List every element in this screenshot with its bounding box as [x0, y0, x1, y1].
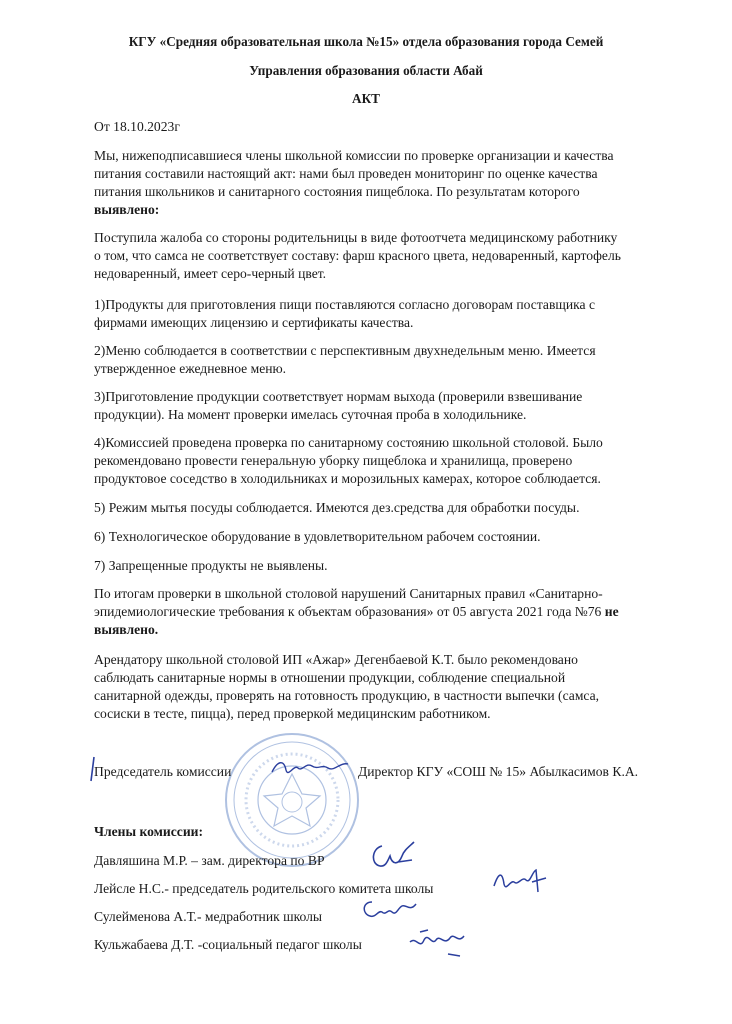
finding-line: 1)Продукты для приготовления пищи поставляются согласно договорам поставщика с: [94, 297, 595, 312]
finding-item-4: [94, 434, 660, 488]
conclusion-text: эпидемиологические требования к объектам образования» от 05 августа 2021 года №76: [94, 604, 605, 619]
document-title: АКТ: [352, 91, 380, 106]
finding-item-6: [94, 528, 660, 546]
complaint-paragraph: [94, 229, 660, 283]
finding-line: 7) Запрещенные продукты не выявлены.: [94, 558, 328, 573]
intro-paragraph: [94, 147, 660, 219]
finding-line: 2)Меню соблюдается в соответствии с перспективным двухнедельным меню. Имеется: [94, 343, 596, 358]
member-signature: [368, 838, 420, 874]
document-date: От 18.10.2023г: [94, 119, 180, 134]
member-line: Кульжабаева Д.Т. -социальный педагог школы: [94, 937, 362, 952]
finding-line: рекомендовано провести генеральную уборку пищеблока и хранилища, проверено: [94, 453, 573, 468]
finding-item-7: [94, 557, 660, 575]
finding-item-5: [94, 499, 660, 517]
intro-line: питания школьников и санитарного состояния пищеблока. По результатам которого: [94, 184, 580, 199]
conclusion-line: По итогам проверки в школьной столовой нарушений Санитарных правил «Санитарно-: [94, 586, 603, 601]
member-signature: [358, 896, 422, 926]
official-stamp: [222, 730, 362, 870]
finding-item-2: [94, 342, 660, 378]
finding-item-1: [94, 296, 660, 332]
finding-line: 6) Технологическое оборудование в удовлетворительном рабочем состоянии.: [94, 529, 541, 544]
department-name: Управления образования области Абай: [249, 63, 483, 78]
recommendation-line: сосиски в тесте, пицца), перед проверкой медицинским работником.: [94, 706, 491, 721]
school-name: КГУ «Средняя образовательная школа №15» отдела образования города Семей: [128, 34, 604, 49]
finding-line: продукции). На момент проверки имелась суточная проба в холодильнике.: [94, 407, 527, 422]
conclusion-bold: не: [604, 604, 619, 619]
recommendation-line: Арендатору школьной столовой ИП «Ажар» Дегенбаевой К.Т. было рекомендовано: [94, 652, 578, 667]
chair-signature: [268, 754, 352, 782]
director-line: Директор КГУ «СОШ № 15» Абылкасимов К.А.: [358, 764, 639, 779]
complaint-line: недоваренный, имеет серо-черный цвет.: [94, 266, 327, 281]
finding-line: фирмами имеющих лицензию и сертификаты качества.: [94, 315, 414, 330]
recommendation-line: саблюдать санитарные нормы в отношении продукции, соблюдение специальной: [94, 670, 566, 685]
conclusion-paragraph: [94, 585, 660, 639]
chair-label: Председатель комиссии: [94, 764, 232, 779]
conclusion-line: [94, 603, 660, 621]
member-line: Лейсле Н.С.- председатель родительского комитета школы: [94, 881, 434, 896]
intro-bold: выявлено:: [94, 202, 160, 217]
complaint-line: о том, что самса не соответствует составу: фарш красного цвета, недоваренный, картофель: [94, 248, 621, 263]
members-title: Члены комиссии:: [94, 824, 204, 839]
finding-line: 5) Режим мытья посуды соблюдается. Имеются дез.средства для обработки посуды.: [94, 500, 580, 515]
member-line: Сулейменова А.Т.- медработник школы: [94, 909, 323, 924]
finding-item-3: [94, 388, 660, 424]
intro-line: питания составили настоящий акт: нами был проведен мониторинг по оценке качества: [94, 166, 598, 181]
finding-line: продуктовое соседство в холодильниках и морозильных камерах, которое соблюдается.: [94, 471, 601, 486]
finding-line: 3)Приготовление продукции соответствует нормам выхода (проверили взвешивание: [94, 389, 583, 404]
recommendation-line: санитарной одежды, проверять на готовность продукцию, в частности выпечки (самса,: [94, 688, 600, 703]
member-signature: [488, 866, 550, 898]
recommendation-paragraph: [94, 651, 660, 723]
member-line: Давляшина М.Р. – зам. директора по ВР: [94, 853, 325, 868]
finding-line: 4)Комиссией проведена проверка по санитарному состоянию школьной столовой. Было: [94, 435, 603, 450]
conclusion-bold: выявлено.: [94, 622, 159, 637]
intro-line: Мы, нижеподписавшиеся члены школьной комиссии по проверке организации и качества: [94, 148, 614, 163]
member-signature: [404, 926, 470, 960]
finding-line: утвержденное ежедневное меню.: [94, 361, 287, 376]
complaint-line: Поступила жалоба со стороны родительницы в виде фотоотчета медицинскому работнику: [94, 230, 618, 245]
